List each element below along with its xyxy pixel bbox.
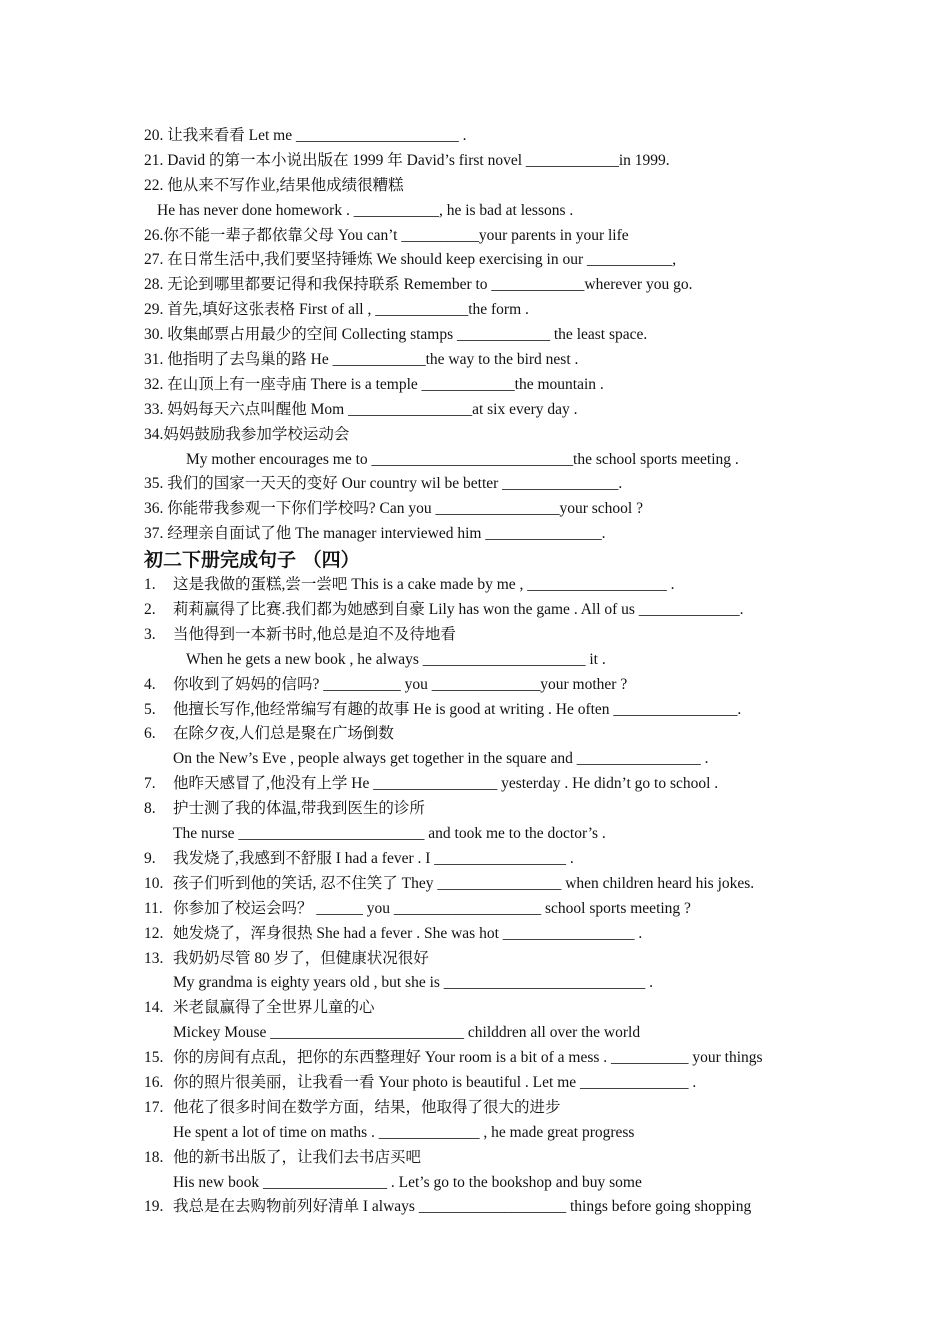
item-number: 16.: [144, 1073, 164, 1091]
item-number: 7.: [144, 775, 156, 793]
sentence-text: 在除夕夜,人们总是聚在广场倒数: [173, 725, 394, 743]
sentence-line: 20. 让我来看看 Let me _____________________ .: [144, 127, 467, 144]
sentence-line: My mother encourages me to __________________________the school sports meeting .: [186, 450, 739, 468]
sentence-line: 35. 我们的国家一天天的变好 Our country wil be better _______________.: [144, 475, 623, 493]
item-number: 2.: [144, 601, 156, 619]
section-heading: 初二下册完成句子 （四）: [144, 549, 360, 572]
sentence-line: The nurse ________________________ and took me to the doctor’s .: [173, 825, 606, 843]
sentence-line: 27. 在日常生活中,我们要坚持锤炼 We should keep exercising in our ___________,: [144, 251, 677, 269]
item-number: 14.: [144, 999, 164, 1017]
sentence-line: 31. 他指明了去鸟巢的路 He ____________the way to the bird nest .: [144, 351, 579, 369]
sentence-text: 我总是在去购物前列好清单 I always ___________________ things before going shopping: [173, 1198, 752, 1216]
item-number: 6.: [144, 725, 156, 743]
item-number: 11.: [144, 899, 163, 917]
item-number: 12.: [144, 924, 164, 942]
sentence-text: 当他得到一本新书时,他总是迫不及待地看: [173, 625, 456, 643]
item-number: 9.: [144, 849, 156, 867]
item-number: 4.: [144, 675, 156, 693]
sentence-text: 我发烧了,我感到不舒服 I had a fever . I _________________ .: [173, 849, 574, 867]
item-number: 17.: [144, 1098, 164, 1116]
sentence-line: 36. 你能带我参观一下你们学校吗? Can you ________________your school ?: [144, 500, 643, 518]
item-number: 15.: [144, 1049, 164, 1067]
sentence-line: He spent a lot of time on maths . _____________ , he made great progress: [173, 1123, 635, 1141]
item-number: 10.: [144, 874, 164, 892]
item-number: 13.: [144, 949, 164, 967]
sentence-line: On the New’s Eve , people always get together in the square and ________________ .: [173, 750, 709, 768]
sentence-text: 他的新书出版了，让我们去书店买吧: [173, 1148, 422, 1166]
sentence-text: 你的照片很美丽，让我看一看 Your photo is beautiful . Let me ______________ .: [173, 1073, 697, 1091]
sentence-line: 22. 他从来不写作业,结果他成绩很糟糕: [144, 176, 404, 194]
sentence-line: 30. 收集邮票占用最少的空间 Collecting stamps ____________ the least space.: [144, 326, 648, 344]
sentence-text: 你参加了校运会吗？ ______ you ___________________ school sports meeting ?: [173, 899, 691, 917]
sentence-line: 33. 妈妈每天六点叫醒他 Mom ________________at six every day .: [144, 400, 578, 418]
sentence-line: 21. David 的第一本小说出版在 1999 年 David’s first novel ____________in 1999.: [144, 151, 670, 169]
sentence-line: 26.你不能一辈子都依靠父母 You can’t __________your parents in your life: [144, 226, 629, 244]
item-number: 1.: [144, 576, 156, 594]
sentence-text: 他昨天感冒了,他没有上学 He ________________ yesterday . He didn’t go to school .: [173, 775, 719, 793]
sentence-text: 她发烧了，浑身很热 She had a fever . She was hot _________________ .: [173, 924, 643, 942]
sentence-text: 我奶奶尽管 80 岁了，但健康状况很好: [173, 949, 429, 967]
sentence-line: He has never done homework . ___________, he is bad at lessons .: [157, 201, 574, 219]
sentence-line: Mickey Mouse _________________________ childdren all over the world: [173, 1024, 641, 1042]
sentence-line: 29. 首先,填好这张表格 First of all , ____________the form .: [144, 301, 529, 319]
sentence-text: 他擅长写作,他经常编写有趣的故事 He is good at writing . He often ________________.: [173, 700, 742, 718]
sentence-line: My grandma is eighty years old , but she is __________________________ .: [173, 974, 654, 992]
sentence-text: 他花了很多时间在数学方面，结果，他取得了很大的进步: [173, 1098, 561, 1116]
sentence-text: 这是我做的蛋糕,尝一尝吧 This is a cake made by me , __________________ .: [173, 576, 675, 594]
item-number: 18.: [144, 1148, 164, 1166]
sentence-text: 米老鼠赢得了全世界儿童的心: [173, 999, 375, 1017]
item-number: 8.: [144, 800, 156, 818]
sentence-text: 你收到了妈妈的信吗? __________ you ______________your mother ?: [173, 675, 628, 693]
item-number: 5.: [144, 700, 156, 718]
sentence-line: His new book ________________ . Let’s go to the bookshop and buy some: [173, 1173, 642, 1191]
sentence-text: 你的房间有点乱，把你的东西整理好 Your room is a bit of a mess . __________ your things: [173, 1049, 763, 1067]
item-number: 19.: [144, 1198, 164, 1216]
sentence-line: 34.妈妈鼓励我参加学校运动会: [144, 425, 350, 443]
sentence-text: 孩子们听到他的笑话, 忍不住笑了 They ________________ when children heard his jokes.: [173, 874, 755, 892]
sentence-line: 32. 在山顶上有一座寺庙 There is a temple ____________the mountain .: [144, 375, 604, 393]
sentence-line: When he gets a new book , he always _____________________ it .: [186, 650, 606, 668]
sentence-line: 37. 经理亲自面试了他 The manager interviewed him _______________.: [144, 525, 606, 543]
item-number: 3.: [144, 625, 156, 643]
worksheet-page: [144, 124, 844, 1220]
sentence-line: 28. 无论到哪里都要记得和我保持联系 Remember to ____________wherever you go.: [144, 276, 693, 294]
sentence-text: 莉莉赢得了比赛.我们都为她感到自豪 Lily has won the game . All of us _____________.: [173, 601, 744, 619]
sentence-text: 护士测了我的体温,带我到医生的诊所: [173, 800, 425, 818]
